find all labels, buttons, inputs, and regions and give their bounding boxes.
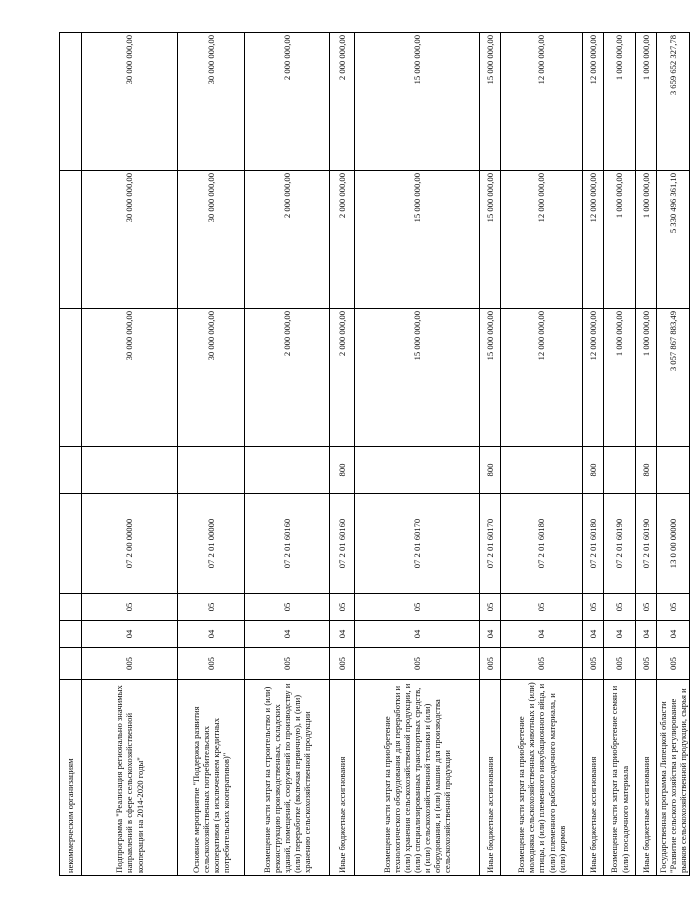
- cell-amount-year-2: 2 000 000,00: [330, 171, 355, 309]
- cell-amount-year-1: 1 000 000,00: [604, 309, 636, 447]
- cell-amount-year-1: 2 000 000,00: [330, 309, 355, 447]
- cell-expense-type: [355, 447, 480, 494]
- cell-subsection: 05: [583, 594, 604, 621]
- cell-expense-type: 800: [583, 447, 604, 494]
- cell-expense-type: 800: [636, 447, 657, 494]
- cell-administrator-code: 005: [501, 648, 583, 680]
- cell-amount-year-3: 2 000 000,00: [330, 33, 355, 171]
- cell-target-article: 07 2 00 00000: [82, 494, 178, 594]
- table-row: [480, 33, 501, 876]
- cell-administrator-code: 005: [178, 648, 245, 680]
- cell-amount-year-2: [60, 171, 82, 309]
- cell-section: [60, 621, 82, 648]
- cell-administrator-code: 005: [330, 648, 355, 680]
- cell-section: 04: [501, 621, 583, 648]
- cell-subsection: 05: [657, 594, 690, 621]
- cell-section: 04: [82, 621, 178, 648]
- cell-amount-year-1: [60, 309, 82, 447]
- cell-expense-type: 800: [330, 447, 355, 494]
- cell-subsection: 05: [82, 594, 178, 621]
- cell-amount-year-3: 15 000 000,00: [355, 33, 480, 171]
- cell-amount-year-2: 1 000 000,00: [604, 171, 636, 309]
- cell-amount-year-3: 12 000 000,00: [583, 33, 604, 171]
- cell-amount-year-1: 12 000 000,00: [583, 309, 604, 447]
- cell-expense-type: [82, 447, 178, 494]
- table-row: [657, 33, 690, 876]
- cell-section: 04: [330, 621, 355, 648]
- cell-subsection: [60, 594, 82, 621]
- cell-administrator-code: 005: [604, 648, 636, 680]
- cell-amount-year-1: 30 000 000,00: [82, 309, 178, 447]
- cell-target-article: 07 2 01 60160: [245, 494, 330, 594]
- cell-amount-year-1: 12 000 000,00: [501, 309, 583, 447]
- cell-amount-year-1: 1 000 000,00: [636, 309, 657, 447]
- cell-expense-type: [657, 447, 690, 494]
- table-row: [82, 33, 178, 876]
- cell-target-article: 07 2 01 60170: [355, 494, 480, 594]
- cell-target-article: 07 2 01 00000: [178, 494, 245, 594]
- cell-target-article: 07 2 01 60170: [480, 494, 501, 594]
- table-row: [583, 33, 604, 876]
- cell-amount-year-3: [60, 33, 82, 171]
- table-row: [178, 33, 245, 876]
- cell-amount-year-3: 30 000 000,00: [178, 33, 245, 171]
- cell-subsection: 05: [480, 594, 501, 621]
- cell-name: Иные бюджетные ассигнования: [330, 680, 355, 876]
- cell-subsection: 05: [330, 594, 355, 621]
- rotated-table-wrapper: [59, 33, 689, 876]
- cell-target-article: 07 2 01 60190: [604, 494, 636, 594]
- table-row: [245, 33, 330, 876]
- cell-subsection: 05: [245, 594, 330, 621]
- cell-subsection: 05: [636, 594, 657, 621]
- cell-amount-year-2: 30 000 000,00: [178, 171, 245, 309]
- cell-subsection: 05: [501, 594, 583, 621]
- cell-amount-year-3: 12 000 000,00: [501, 33, 583, 171]
- cell-section: 04: [355, 621, 480, 648]
- cell-amount-year-3: 1 000 000,00: [604, 33, 636, 171]
- cell-target-article: 07 2 01 60180: [583, 494, 604, 594]
- table-row: [636, 33, 657, 876]
- cell-target-article: 07 2 01 60180: [501, 494, 583, 594]
- cell-name: некоммерческим организациям: [60, 680, 82, 876]
- cell-section: 04: [245, 621, 330, 648]
- cell-name: Государственная программа Липецкой области "Развитие сельского хозяйства и регулирование рынков сельскохозяйственной продукции, сырья и: [657, 680, 690, 876]
- cell-name: Возмещение части затрат на строительство и (или) реконструкцию производственных, складских зданий, помещений, сооружений по производству и (или) переработке (включая первичную), и (или) хранению сельскохозяйственной продукции: [245, 680, 330, 876]
- cell-target-article: 07 2 01 60190: [636, 494, 657, 594]
- cell-administrator-code: 005: [245, 648, 330, 680]
- cell-section: 04: [604, 621, 636, 648]
- cell-amount-year-2: 15 000 000,00: [355, 171, 480, 309]
- table-row: [501, 33, 583, 876]
- cell-target-article: [60, 494, 82, 594]
- cell-expense-type: [178, 447, 245, 494]
- table-row: [60, 33, 82, 876]
- cell-amount-year-2: 30 000 000,00: [82, 171, 178, 309]
- cell-administrator-code: [60, 648, 82, 680]
- cell-amount-year-1: 15 000 000,00: [355, 309, 480, 447]
- cell-section: 04: [178, 621, 245, 648]
- cell-administrator-code: 005: [657, 648, 690, 680]
- table-body: [60, 33, 690, 876]
- cell-administrator-code: 005: [636, 648, 657, 680]
- cell-name: Иные бюджетные ассигнования: [636, 680, 657, 876]
- cell-administrator-code: 005: [82, 648, 178, 680]
- cell-subsection: 05: [355, 594, 480, 621]
- cell-name: Иные бюджетные ассигнования: [480, 680, 501, 876]
- budget-table: [59, 32, 690, 876]
- cell-amount-year-2: 12 000 000,00: [501, 171, 583, 309]
- cell-amount-year-3: 15 000 000,00: [480, 33, 501, 171]
- cell-amount-year-3: 2 000 000,00: [245, 33, 330, 171]
- cell-amount-year-1: 30 000 000,00: [178, 309, 245, 447]
- cell-amount-year-2: 1 000 000,00: [636, 171, 657, 309]
- cell-expense-type: [604, 447, 636, 494]
- cell-administrator-code: 005: [480, 648, 501, 680]
- cell-amount-year-3: 3 659 652 327,78: [657, 33, 690, 171]
- cell-section: 04: [636, 621, 657, 648]
- document-page: [59, 33, 689, 876]
- cell-amount-year-2: 5 330 496 361,10: [657, 171, 690, 309]
- cell-amount-year-3: 30 000 000,00: [82, 33, 178, 171]
- cell-name: Возмещение части затрат на приобретение технологического оборудования для переработки и (или) хранения сельскохозяйственной продукции, и (или) специализированных транспортных средств, и (или) сельскохозяйственной техники и (или) оборудования, и (или) машин для производства сельскохозяйственной продукции: [355, 680, 480, 876]
- cell-amount-year-1: 2 000 000,00: [245, 309, 330, 447]
- cell-section: 04: [583, 621, 604, 648]
- cell-target-article: 13 0 00 00000: [657, 494, 690, 594]
- cell-name: Подпрограмма "Реализация регионально значимых направлений в сфере сельскохозяйственной кооперации на 2014-2020 годы": [82, 680, 178, 876]
- cell-amount-year-1: 15 000 000,00: [480, 309, 501, 447]
- cell-amount-year-2: 15 000 000,00: [480, 171, 501, 309]
- table-row: [330, 33, 355, 876]
- cell-section: 04: [657, 621, 690, 648]
- cell-expense-type: [245, 447, 330, 494]
- cell-expense-type: [60, 447, 82, 494]
- cell-expense-type: [501, 447, 583, 494]
- table-row: [355, 33, 480, 876]
- cell-name: Иные бюджетные ассигнования: [583, 680, 604, 876]
- cell-amount-year-1: 3 057 867 883,49: [657, 309, 690, 447]
- cell-subsection: 05: [604, 594, 636, 621]
- table-row: [604, 33, 636, 876]
- cell-subsection: 05: [178, 594, 245, 621]
- cell-name: Основное мероприятие "Поддержка развития сельскохозяйственных потребительских кооперативов (за исключением кредитных потребительских кооперативов)": [178, 680, 245, 876]
- cell-target-article: 07 2 01 60160: [330, 494, 355, 594]
- cell-administrator-code: 005: [355, 648, 480, 680]
- cell-amount-year-2: 12 000 000,00: [583, 171, 604, 309]
- cell-expense-type: 800: [480, 447, 501, 494]
- cell-administrator-code: 005: [583, 648, 604, 680]
- cell-section: 04: [480, 621, 501, 648]
- cell-name: Возмещение части затрат на приобретение молодняка сельскохозяйственных животных и (или) птицы, и (или) племенного инкубационного яйца, и (или) племенного рыбопосадочного материала, и (или) кормов: [501, 680, 583, 876]
- cell-amount-year-2: 2 000 000,00: [245, 171, 330, 309]
- cell-amount-year-3: 1 000 000,00: [636, 33, 657, 171]
- cell-name: Возмещение части затрат на приобретение семян и (или) посадочного материала: [604, 680, 636, 876]
